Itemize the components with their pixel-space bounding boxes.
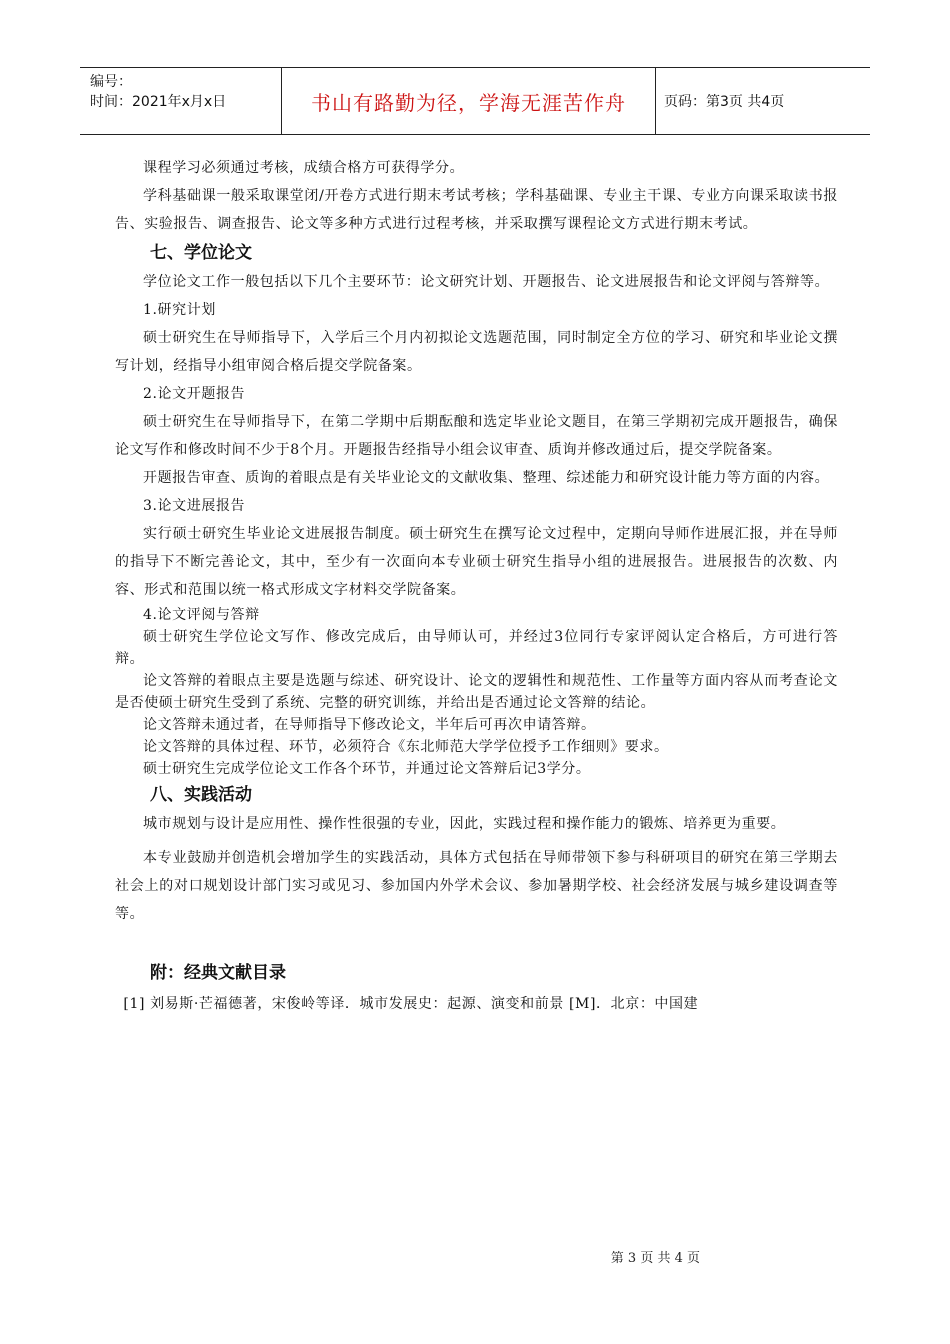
- appendix-heading: 附：经典文献目录: [150, 963, 286, 983]
- reference-item: [1] 刘易斯·芒福德著，宋俊岭等译．城市发展史：起源、演变和前景 [M]．北京：中国建: [123, 996, 699, 1012]
- section-heading-8: 八、实践活动: [150, 785, 252, 805]
- paragraph: 学科基础课一般采取课堂闭/开卷方式进行期末考试考核；学科基础课、专业主干课、专业方向课采取读书报告、实验报告、调查报告、论文等多种方式进行过程考核，并采取撰写课程论文方式进行期末考试。: [115, 188, 838, 232]
- page-header: [80, 67, 870, 135]
- header-motto: 书山有路勤为径，学海无涯苦作舟: [282, 68, 656, 134]
- subsection-heading: 4.论文评阅与答辩: [143, 607, 260, 623]
- page-footer: [0, 1247, 950, 1266]
- paragraph: 实行硕士研究生毕业论文进展报告制度。硕士研究生在撰写论文过程中，定期向导师作进展汇报，并在导师的指导下不断完善论文，其中，至少有一次面向本专业硕士研究生指导小组的进展报告。进展报告的次数、内容、形式和范围以统一格式形成文字材料交学院备案。: [115, 526, 838, 598]
- paragraph: 硕士研究生学位论文写作、修改完成后，由导师认可，并经过3位同行专家评阅认定合格后，方可进行答辩。: [115, 629, 838, 667]
- paragraph: 论文答辩的具体过程、环节，必须符合《东北师范大学学位授予工作细则》要求。: [143, 739, 669, 755]
- footer-page-number: 第 3 页 共 4 页: [610, 1251, 700, 1266]
- paragraph: 学位论文工作一般包括以下几个主要环节：论文研究计划、开题报告、论文进展报告和论文评阅与答辩等。: [143, 274, 830, 290]
- document-body: [115, 154, 838, 1018]
- paragraph: 课程学习必须通过考核，成绩合格方可获得学分。: [143, 160, 465, 176]
- paragraph: 硕士研究生完成学位论文工作各个环节，并通过论文答辩后记3学分。: [143, 761, 591, 777]
- paragraph: 硕士研究生在导师指导下，在第二学期中后期酝酿和选定毕业论文题目，在第三学期初完成开题报告，确保论文写作和修改时间不少于8个月。开题报告经指导小组会议审查、质询并修改通过后，提交学院备案。: [115, 414, 838, 458]
- subsection-heading: 2.论文开题报告: [143, 386, 246, 402]
- paragraph: 硕士研究生在导师指导下，入学后三个月内初拟论文选题范围，同时制定全方位的学习、研究和毕业论文撰写计划，经指导小组审阅合格后提交学院备案。: [115, 330, 838, 374]
- paragraph: 论文答辩未通过者，在导师指导下修改论文，半年后可再次申请答辩。: [143, 717, 596, 733]
- paragraph: 本专业鼓励并创造机会增加学生的实践活动，具体方式包括在导师带领下参与科研项目的研究在第三学期去社会上的对口规划设计部门实习或见习、参加国内外学术会议、参加暑期学校、社会经济发展与城乡建设调查等等。: [115, 850, 838, 922]
- subsection-heading: 1.研究计划: [143, 302, 216, 318]
- header-meta: [80, 68, 282, 134]
- section-heading-7: 七、学位论文: [150, 243, 252, 263]
- paragraph: 论文答辩的着眼点主要是选题与综述、研究设计、论文的逻辑性和规范性、工作量等方面内容从而考查论文是否使硕士研究生受到了系统、完整的研究训练，并给出是否通过论文答辩的结论。: [115, 673, 838, 711]
- paragraph: 开题报告审查、质询的着眼点是有关毕业论文的文献收集、整理、综述能力和研究设计能力等方面的内容。: [143, 470, 830, 486]
- header-page-info: 页码：第3页 共4页: [664, 94, 785, 110]
- paragraph: 城市规划与设计是应用性、操作性很强的专业，因此，实践过程和操作能力的锻炼、培养更为重要。: [143, 816, 786, 832]
- document-date: 时间：2021年x月x日: [90, 94, 227, 110]
- subsection-heading: 3.论文进展报告: [143, 498, 246, 514]
- document-number: 编号：: [90, 74, 132, 90]
